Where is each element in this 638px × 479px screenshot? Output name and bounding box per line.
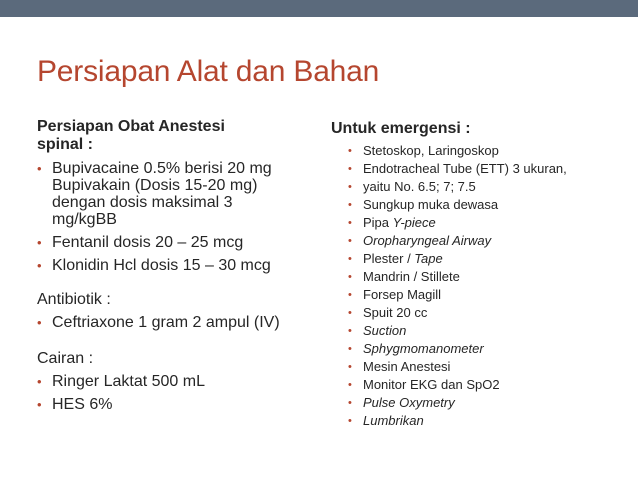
list-item [331, 340, 631, 358]
bullet-icon: • [348, 271, 352, 283]
cairan-label: Cairan : [37, 350, 94, 367]
item-italic-text: Suction [363, 323, 407, 338]
bullet-icon: • [348, 415, 352, 427]
emergensi-heading: Untuk emergensi : [331, 120, 471, 137]
left-column [37, 118, 327, 413]
item-text-line: Klonidin Hcl dosis 15 – 30 mcg [52, 257, 271, 274]
item-text: Monitor EKG dan SpO2 [363, 377, 500, 392]
bullet-icon: • [37, 374, 42, 389]
antibiotik-list [37, 314, 327, 331]
item-text: Spuit 20 cc [363, 305, 428, 320]
bullet-icon: • [37, 258, 42, 273]
item-text-line: Bupivacaine 0.5% berisi 20 mg [52, 160, 272, 177]
list-item [331, 304, 631, 322]
bullet-icon: • [348, 217, 352, 229]
list-item [331, 376, 631, 394]
bullet-icon: • [348, 253, 352, 265]
bullet-icon: • [348, 145, 352, 157]
right-column [331, 118, 631, 430]
list-item [331, 142, 631, 160]
item-italic-text: Y-piece [392, 215, 436, 230]
list-item [331, 412, 631, 430]
list-item [37, 257, 327, 274]
item-text-line: Ringer Laktat 500 mL [52, 373, 205, 390]
bullet-icon: • [348, 199, 352, 211]
bullet-icon: • [348, 307, 352, 319]
bullet-icon: • [348, 361, 352, 373]
item-text: Plester / [363, 251, 415, 266]
item-text-line: HES 6% [52, 396, 113, 413]
antibiotik-label: Antibiotik : [37, 291, 111, 308]
slide-title: Persiapan Alat dan Bahan [37, 55, 380, 88]
bullet-icon: • [348, 343, 352, 355]
obat-list [37, 160, 327, 274]
item-italic-text: Sphygmomanometer [363, 341, 484, 356]
list-item [37, 314, 327, 331]
item-text: yaitu No. 6.5; 7; 7.5 [363, 179, 476, 194]
item-text: Mandrin / Stillete [363, 269, 460, 284]
list-item [37, 396, 327, 413]
list-item [331, 268, 631, 286]
top-accent-bar [0, 0, 638, 17]
list-item [37, 234, 327, 251]
bullet-icon: • [348, 379, 352, 391]
list-item [331, 160, 631, 178]
item-italic-text: Tape [414, 251, 443, 266]
list-item [37, 160, 327, 228]
list-item [331, 250, 631, 268]
item-text: Pipa [363, 215, 393, 230]
bullet-icon: • [37, 235, 42, 250]
obat-heading [37, 118, 327, 154]
obat-heading-line2: spinal : [37, 136, 94, 153]
bullet-icon: • [348, 325, 352, 337]
obat-heading-line1: Persiapan Obat Anestesi [37, 118, 225, 135]
list-item [37, 373, 327, 390]
list-item [331, 358, 631, 376]
item-italic-text: Pulse Oxymetry [363, 395, 455, 410]
cairan-list [37, 373, 327, 413]
item-italic-text: Lumbrikan [363, 413, 424, 428]
item-text: Endotracheal Tube (ETT) 3 ukuran, [363, 161, 567, 176]
list-item [331, 178, 631, 196]
bullet-icon: • [37, 397, 42, 412]
bullet-icon: • [348, 163, 352, 175]
item-text-line: Ceftriaxone 1 gram 2 ampul (IV) [52, 314, 280, 331]
list-item [331, 322, 631, 340]
item-text: Forsep Magill [363, 287, 442, 302]
item-text: Mesin Anestesi [363, 359, 451, 374]
item-text-line: Fentanil dosis 20 – 25 mcg [52, 234, 244, 251]
bullet-icon: • [37, 315, 42, 330]
bullet-icon: • [37, 161, 42, 176]
item-italic-text: Oropharyngeal Airway [363, 233, 492, 248]
item-text-line: mg/kgBB [52, 211, 117, 228]
list-item [331, 196, 631, 214]
bullet-icon: • [348, 235, 352, 247]
item-text-line: dengan dosis maksimal 3 [52, 194, 233, 211]
bullet-icon: • [348, 397, 352, 409]
list-item [331, 394, 631, 412]
bullet-icon: • [348, 181, 352, 193]
list-item [331, 232, 631, 250]
list-item [331, 286, 631, 304]
item-text: Stetoskop, Laringoskop [363, 143, 499, 158]
item-text: Sungkup muka dewasa [363, 197, 499, 212]
list-item [331, 214, 631, 232]
emergensi-list [331, 142, 631, 430]
item-text-line: Bupivakain (Dosis 15-20 mg) [52, 177, 258, 194]
bullet-icon: • [348, 289, 352, 301]
